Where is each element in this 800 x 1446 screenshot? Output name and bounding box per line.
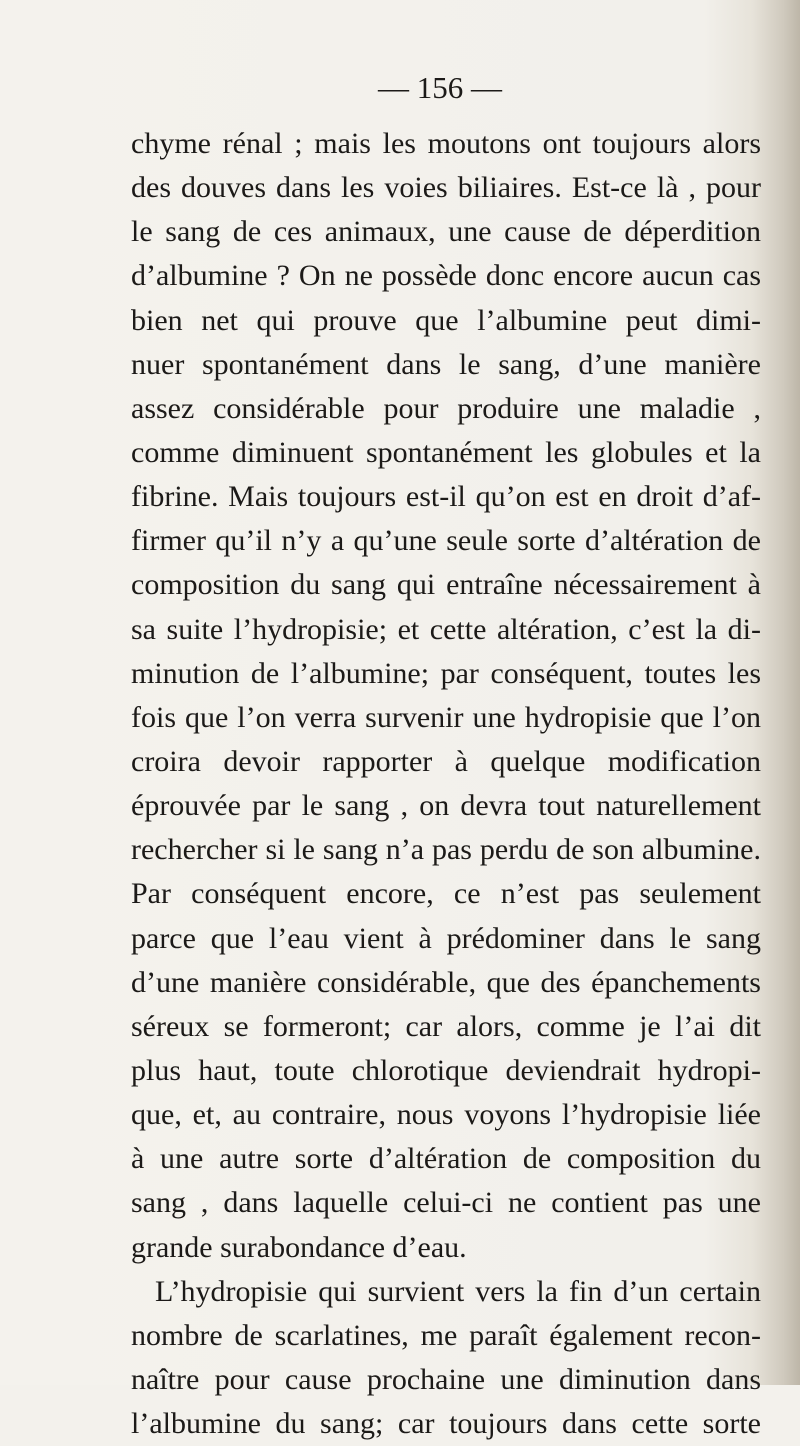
text-line: le sang de ces animaux, une cause de déperdition [131, 215, 761, 249]
text-line: Par conséquent encore, ce n’est pas seulement [131, 877, 761, 911]
text-line: composition du sang qui entraîne nécessairement à [131, 568, 761, 602]
text-line: comme diminuent spontanément les globules et la [131, 435, 761, 469]
paragraph-end-line: grande surabondance d’eau. [131, 1230, 467, 1264]
text-line: fois que l’on verra survenir une hydropisie que l’on [131, 700, 761, 734]
text-line: assez considérable pour produire une maladie , [131, 391, 761, 425]
text-line: séreux se formeront; car alors, comme je l’ai dit [131, 1009, 761, 1043]
text-line: éprouvée par le sang , on devra tout naturellement [131, 789, 761, 823]
body-text [131, 122, 761, 1446]
page-number: — 156 — [378, 70, 502, 105]
text-line: des douves dans les voies biliaires. Est-ce là , pour [131, 171, 761, 205]
text-line: nombre de scarlatines, me paraît également recon- [131, 1318, 761, 1352]
text-line: parce que l’eau vient à prédominer dans le sang [131, 921, 761, 955]
text-line: firmer qu’il n’y a qu’une seule sorte d’altération de [131, 524, 761, 558]
text-line: fibrine. Mais toujours est-il qu’on est en droit d’af- [131, 480, 761, 514]
text-line: sang , dans laquelle celui-ci ne contient pas une [131, 1186, 761, 1220]
text-line: que, et, au contraire, nous voyons l’hydropisie liée [131, 1098, 761, 1132]
text-line: croira devoir rapporter à quelque modification [131, 744, 761, 778]
text-line: minution de l’albumine; par conséquent, toutes les [131, 656, 761, 690]
text-line: chyme rénal ; mais les moutons ont toujours alors [131, 127, 761, 160]
text-line: naître pour cause prochaine une diminution dans [131, 1362, 761, 1396]
text-line: nuer spontanément dans le sang, d’une manière [131, 347, 761, 381]
text-line: à une autre sorte d’altération de composition du [131, 1142, 761, 1176]
text-line: sa suite l’hydropisie; et cette altération, c’est la di- [131, 612, 761, 646]
text-line: d’albumine ? On ne possède donc encore aucun cas [131, 259, 761, 293]
text-line: plus haut, toute chlorotique deviendrait hydropi- [131, 1053, 761, 1087]
text-line: l’albumine du sang; car toujours dans cette sorte [131, 1407, 761, 1441]
text-line: rechercher si le sang n’a pas perdu de son albumine. [131, 833, 761, 867]
text-line: d’une manière considérable, que des épanchements [131, 965, 761, 999]
text-line: bien net qui prouve que l’albumine peut dimi- [131, 303, 761, 337]
paragraph-start-line: L’hydropisie qui survient vers la fin d’un certain [155, 1274, 761, 1308]
